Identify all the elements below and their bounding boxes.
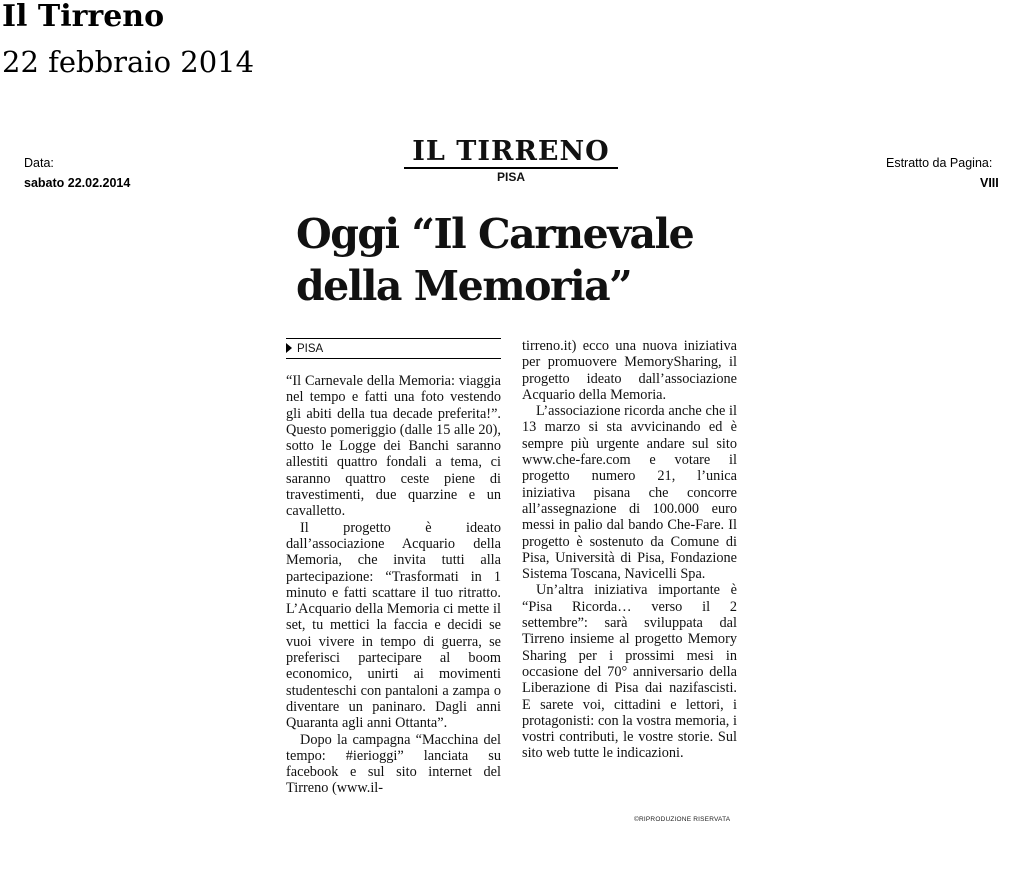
- article-column-1: [286, 338, 501, 797]
- headline-line-2: della Memoria”: [296, 262, 632, 310]
- publication-date: 22 febbraio 2014: [2, 45, 255, 79]
- dateline-text: PISA: [297, 343, 324, 355]
- paragraph: Dopo la campagna “Macchina del tempo: #ierioggi” lanciata su facebook e sul sito internet del Tirreno (www.il-: [286, 731, 501, 797]
- triangle-bullet-icon: [286, 343, 292, 353]
- article-headline: [296, 208, 756, 312]
- masthead-name: IL TIRRENO: [404, 138, 618, 169]
- paragraph: Il progetto è ideato dall’associazione Acquario della Memoria, che invita tutti alla partecipazione: “Trasformati in 1 minuto e fatti scattare il tuo ritratto. L’Acquario della Memoria ci mette il set, tu mettici la faccia e decidi se vuoi vivere in tempo di guerra, se preferisci partecipare al boom economico, unirti ai movimenti studenteschi con pantaloni a zampa o diventare un paninaro. Dagli anni Quaranta agli anni Ottanta”.: [286, 519, 501, 732]
- page-value: VIII: [980, 176, 999, 190]
- paragraph: tirreno.it) ecco una nuova iniziativa per promuovere MemorySharing, il progetto ideato dall’associazione Acquario della Memoria.: [522, 338, 737, 403]
- dateline: [286, 338, 501, 359]
- date-label: Data:: [24, 156, 54, 170]
- copyright-notice: ©RIPRODUZIONE RISERVATA: [634, 816, 731, 823]
- paragraph: Un’altra iniziativa importante è “Pisa Ricorda… verso il 2 settembre”: sarà sviluppata dal Tirreno insieme al progetto Memory Sharing per i prossimi mesi in occasione del 70° anniversario della Liberazione di Pisa dai nazifascisti. E sarete voi, cittadini e lettori, i protagonisti: con la vostra memoria, i vostri contributi, le vostre storie. Sul sito web tutte le indicazioni.: [522, 582, 737, 762]
- paragraph: L’associazione ricorda anche che il 13 marzo si sta avvicinando ed è sempre più urgente andare sul sito www.che-fare.com e votare il progetto numero 21, l’unica iniziativa pisana che concorre all’assegnazione di 100.000 euro messi in palio dal bando Che-Fare. Il progetto è sostenuto da Comune di Pisa, Università di Pisa, Fondazione Sistema Toscana, Navicelli Spa.: [522, 403, 737, 583]
- newspaper-masthead: [404, 138, 618, 184]
- paragraph: “Il Carnevale della Memoria: viaggia nel tempo e fatti una foto vestendo gli abiti della tua decade preferita!”. Questo pomeriggio (dalle 15 alle 20), sotto le Logge dei Banchi saranno allestiti quattro fondali a tema, ci saranno quattro ceste piene di travestimenti, due quarzine e un cavalletto.: [286, 373, 501, 520]
- publication-title: Il Tirreno: [2, 0, 165, 34]
- headline-line-1: Oggi “Il Carnevale: [296, 210, 694, 258]
- date-value: sabato 22.02.2014: [24, 176, 131, 190]
- article-column-2: [522, 338, 737, 762]
- masthead-edition: PISA: [496, 170, 525, 184]
- page-label: Estratto da Pagina:: [886, 156, 993, 170]
